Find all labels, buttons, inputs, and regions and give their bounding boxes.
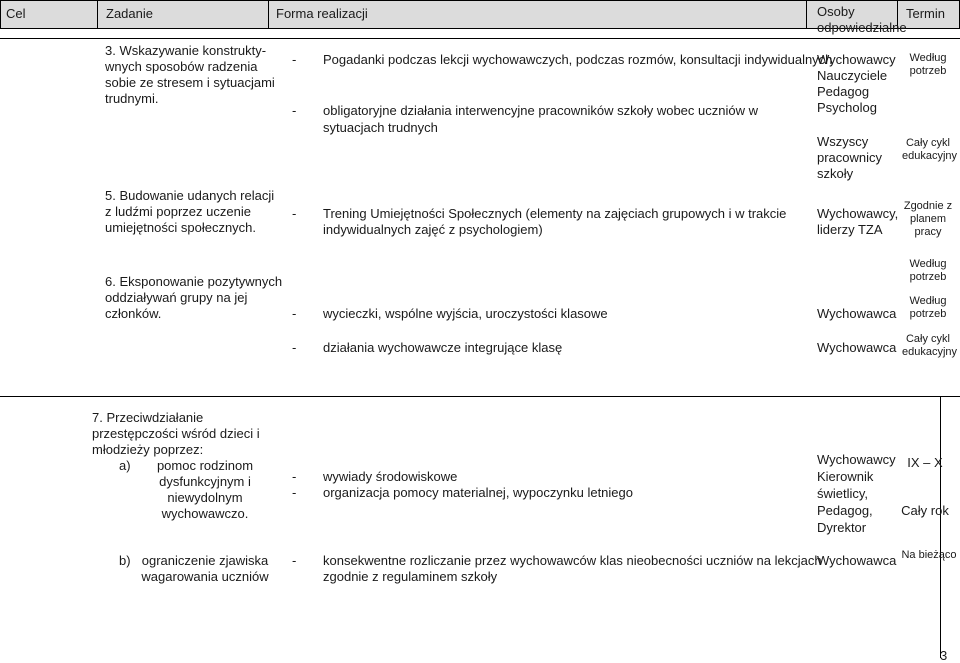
term-6-line-1: Cały cykl <box>905 333 950 345</box>
form-obligatoryjne-2: sytuacjach trudnych <box>323 120 438 135</box>
term-1-line-1: Według <box>909 52 947 64</box>
bottom-separator <box>0 396 960 397</box>
goal-7a-marker: a) <box>119 458 131 473</box>
bottom-divider-right <box>940 396 941 658</box>
form-wywiady: wywiady środowiskowe <box>323 469 458 484</box>
person-3-line-1: Wychowawcy, <box>817 206 899 221</box>
header-bottom-border-2 <box>0 38 960 39</box>
term-8: Cały rok <box>901 503 949 518</box>
term-5-line-1: Według <box>909 295 947 307</box>
goal-3-line-4: trudnymi. <box>105 91 159 106</box>
form-rozliczanie-2: zgodnie z regulaminem szkoły <box>323 569 498 584</box>
goal-3-line-1: 3. Wskazywanie konstrukty- <box>105 43 267 58</box>
col-divider-2 <box>268 0 269 28</box>
term-2-line-2: edukacyjny <box>902 150 958 162</box>
goal-6-line-1: 6. Eksponowanie pozytywnych <box>105 274 283 289</box>
header-termin: Termin <box>906 6 946 21</box>
term-3-line-2: planem <box>909 213 947 225</box>
goal-6-line-3: członków. <box>105 306 162 321</box>
form-pogadanki: Pogadanki podczas lekcji wychowawczych, podczas rozmów, konsultacji indywidualnych <box>323 52 833 67</box>
table-top-border <box>0 0 960 1</box>
person-1-line-2: Nauczyciele <box>817 68 888 83</box>
person-6-line-2: Kierownik <box>817 469 874 484</box>
form-pomoc: organizacja pomocy materialnej, wypoczynku letniego <box>323 485 633 500</box>
table-left-border <box>0 0 1 28</box>
form-dash-7: - <box>292 485 297 500</box>
form-dash-2: - <box>292 103 297 118</box>
form-dash-5: - <box>292 340 297 355</box>
person-6-line-4: Pedagog, <box>817 503 873 518</box>
term-6-line-2: edukacyjny <box>902 346 958 358</box>
term-9: Na bieżąco <box>901 549 957 561</box>
goal-7a-line-2: dysfunkcyjnym i <box>159 474 251 489</box>
person-1-line-1: Wychowawcy <box>817 52 896 67</box>
term-5-line-2: potrzeb <box>909 308 947 320</box>
person-5: Wychowawca <box>817 340 897 355</box>
form-integrujace: działania wychowawcze integrujące klasę <box>323 340 563 355</box>
header-bottom-border <box>0 28 960 29</box>
form-wycieczki: wycieczki, wspólne wyjścia, uroczystości klasowe <box>323 306 608 321</box>
page-number: 3 <box>940 648 948 663</box>
header-osoby: Osoby <box>817 4 855 19</box>
goal-7a-line-3: niewydolnym <box>167 490 243 505</box>
form-dash-4: - <box>292 306 297 321</box>
form-rozliczanie-1: konsekwentne rozliczanie przez wychowawców klas nieobecności uczniów na lekcjach <box>323 553 822 568</box>
person-3-line-2: liderzy TZA <box>817 222 883 237</box>
form-dash-8: - <box>292 553 297 568</box>
header-osoby-2: odpowiedzialne <box>817 20 907 35</box>
term-2-line-1: Cały cykl <box>905 137 950 149</box>
term-3-line-1: Zgodnie z <box>903 200 953 212</box>
goal-6-line-2: oddziaływań grupy na jej <box>105 290 248 305</box>
form-trening-1: Trening Umiejętności Społecznych (elementy na zajęciach grupowych i w trakcie <box>323 206 787 221</box>
person-7: Wychowawca <box>817 553 897 568</box>
person-2-line-1: Wszyscy <box>817 134 869 149</box>
col-divider-3 <box>806 0 807 28</box>
term-7: IX – X <box>907 455 943 470</box>
person-2-line-2: pracownicy <box>817 150 883 165</box>
goal-5-line-1: 5. Budowanie udanych relacji <box>105 188 275 203</box>
form-dash-6: - <box>292 469 297 484</box>
goal-3-line-3: sobie ze stresem i sytuacjami <box>105 75 275 90</box>
col-divider-1 <box>97 0 98 28</box>
person-6-line-1: Wychowawcy <box>817 452 896 467</box>
person-6-line-3: świetlicy, <box>817 486 869 501</box>
form-dash-3: - <box>292 206 297 221</box>
header-cel: Cel <box>6 6 26 21</box>
header-zadanie: Zadanie <box>106 6 153 21</box>
person-2-line-3: szkoły <box>817 166 854 181</box>
term-4-line-2: potrzeb <box>909 271 947 283</box>
term-4-line-1: Według <box>909 258 947 270</box>
header-forma: Forma realizacji <box>276 6 368 21</box>
goal-5-line-2: z ludźmi poprzez uczenie <box>105 204 251 219</box>
goal-7-line-1: 7. Przeciwdziałanie <box>92 410 204 425</box>
person-4: Wychowawca <box>817 306 897 321</box>
term-1-line-2: potrzeb <box>909 65 947 77</box>
goal-7b-marker: b) <box>119 553 131 568</box>
goal-7b-line-1: ograniczenie zjawiska <box>141 553 269 568</box>
goal-7-line-2: przestępczości wśród dzieci i <box>92 426 260 441</box>
form-obligatoryjne-1: obligatoryjne działania interwencyjne pracowników szkoły wobec uczniów w <box>323 103 758 118</box>
person-6-line-5: Dyrektor <box>817 520 867 535</box>
goal-3-line-2: wnych sposobów radzenia <box>105 59 258 74</box>
term-3-line-3: pracy <box>914 226 942 238</box>
form-trening-2: indywidualnych zajęć z psychologiem) <box>323 222 543 237</box>
goal-7a-line-1: pomoc rodzinom <box>156 458 254 473</box>
person-1-line-4: Psycholog <box>817 100 877 115</box>
person-1-line-3: Pedagog <box>817 84 870 99</box>
goal-7b-line-2: wagarowania uczniów <box>141 569 269 584</box>
goal-5-line-3: umiejętności społecznych. <box>105 220 257 235</box>
goal-7-line-3: młodzieży poprzez: <box>92 442 204 457</box>
form-dash-1: - <box>292 52 297 67</box>
goal-7a-line-4: wychowawczo. <box>161 506 249 521</box>
